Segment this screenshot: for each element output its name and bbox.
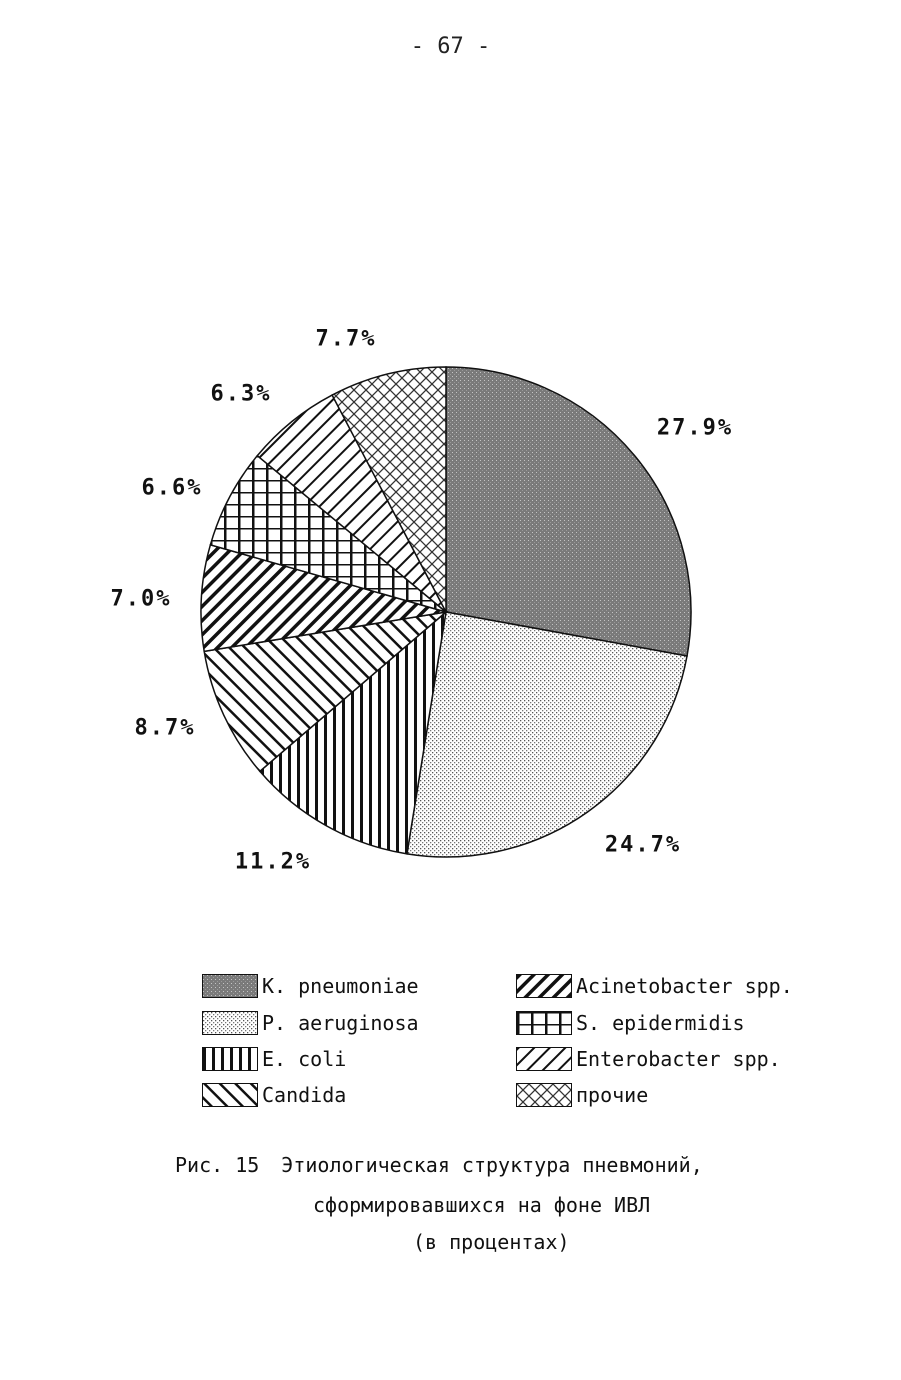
legend-label-enterobacter-spp: Enterobacter spp. [576, 1047, 781, 1071]
legend-swatch-s-epidermidis [516, 1011, 572, 1035]
slice-label-s-epidermidis: 6.6% [141, 475, 203, 501]
legend-swatch-p-aeruginosa [202, 1011, 258, 1035]
legend-label-k-pneumoniae: K. pneumoniae [262, 974, 419, 998]
legend-swatch-candida [202, 1083, 258, 1107]
pie-slice-k-pneumoniae [446, 367, 691, 656]
legend-item-enterobacter-spp [516, 1044, 781, 1074]
legend-swatch-k-pneumoniae [202, 974, 258, 998]
slice-label-p-aeruginosa: 24.7% [604, 832, 682, 858]
legend-item-прочие [516, 1080, 648, 1110]
legend-item-acinetobacter-spp [516, 971, 793, 1001]
legend-label-candida: Candida [262, 1083, 347, 1107]
legend-item-p-aeruginosa [202, 1008, 419, 1038]
legend-label-acinetobacter-spp: Acinetobacter spp. [576, 974, 793, 998]
legend-item-k-pneumoniae [202, 971, 419, 1001]
legend-swatch-e-coli [202, 1047, 258, 1071]
legend-label-e-coli: E. coli [262, 1047, 347, 1071]
legend-label-s-epidermidis: S. epidermidis [576, 1011, 745, 1035]
slice-label-k-pneumoniae: 27.9% [656, 415, 734, 441]
legend-swatch-прочие [516, 1083, 572, 1107]
slice-label-acinetobacter-spp: 7.0% [110, 586, 172, 612]
pie-slice-p-aeruginosa [407, 612, 687, 857]
figure-title: Этиологическая структура пневмоний, [281, 1153, 703, 1177]
legend-item-e-coli [202, 1044, 346, 1074]
slice-label-candida: 8.7% [134, 715, 196, 741]
figure-caption-line2: сформировавшихся на фоне ИВЛ [313, 1193, 651, 1217]
slice-label-прочие: 7.7% [315, 326, 377, 352]
legend-item-s-epidermidis [516, 1008, 745, 1038]
figure-caption-line3: (в процентах) [413, 1230, 570, 1254]
legend-swatch-acinetobacter-spp [516, 974, 572, 998]
slice-label-e-coli: 11.2% [234, 849, 312, 875]
legend-item-candida [202, 1080, 346, 1110]
legend-label-p-aeruginosa: P. aeruginosa [262, 1011, 419, 1035]
figure-number: Рис. 15 [175, 1153, 260, 1177]
slice-label-enterobacter-spp: 6.3% [210, 381, 272, 407]
legend-swatch-enterobacter-spp [516, 1047, 572, 1071]
legend-label-прочие: прочие [576, 1083, 649, 1107]
page-number: - 67 - [410, 34, 491, 59]
figure-caption-line1 [175, 1153, 703, 1177]
